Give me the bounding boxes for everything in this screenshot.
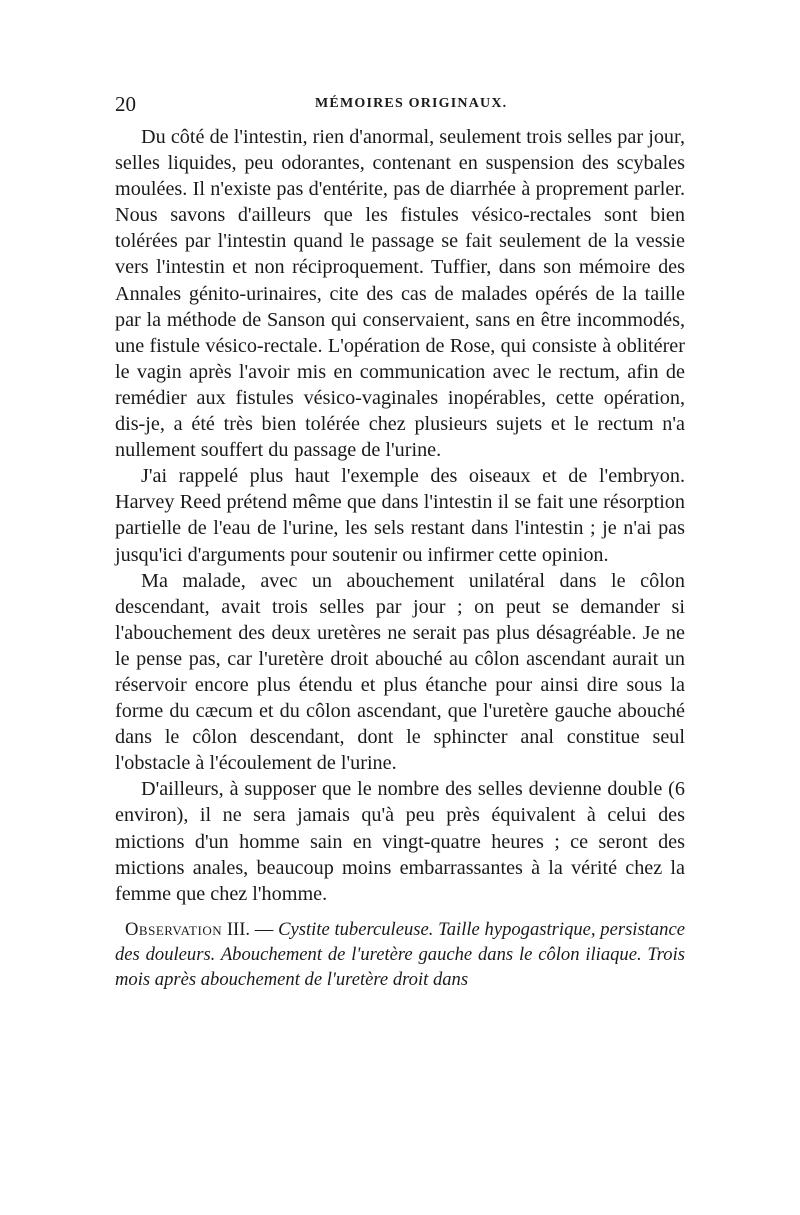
observation-dash: — <box>254 918 274 940</box>
paragraph: Du côté de l'intestin, rien d'anormal, seulement trois selles par jour, selles liquides, peu odorantes, contenant en suspension des scybales moulées. Il n'existe pas d'entérite, pas de diarrhée à proprement parler. Nous savons d'ailleurs que les fistules vésico-rectales sont bien tolérées par l'intestin quand le passage se fait seulement de la vessie vers l'intestin et non réciproquement. Tuffier, dans son mémoire des Annales génito-urinaires, cite des cas de malades opérés de la taille par la méthode de Sanson qui conservaient, sans en être incommodés, une fistule vésico-rectale. L'opération de Rose, qui consiste à oblitérer le vagin après l'avoir mis en communication avec le rectum, afin de remédier aux fistules vésico-vaginales inopérables, cette opération, dis-je, a été très bien tolérée chez plusieurs sujets et le rectum n'a nullement souffert du passage de l'urine. <box>115 126 685 462</box>
paragraph: Ma malade, avec un abouchement unilatéral dans le côlon descendant, avait trois selles par jour ; on peut se demander si l'abouchement des deux uretères ne serait pas plus désagréable. Je ne le pense pas, car l'uretère droit abouché au côlon ascendant aurait un réservoir encore plus étendu et plus étanche pour ainsi dire sous la forme du cæcum et du côlon ascendant, que l'uretère gauche abouché dans le côlon descendant, dont le sphincter anal constitue seul l'obstacle à l'écoulement de l'urine. <box>115 569 685 775</box>
observation-title: Cystite tuberculeuse. Taille hypogastrique, persistance des douleurs. Abouchement de l'uretère gauche dans le côlon iliaque. Trois mois après abouchement de l'uretère droit dans <box>115 918 685 990</box>
book-page <box>115 92 685 992</box>
observation-heading <box>115 917 685 992</box>
body-text <box>115 124 685 907</box>
observation-label: Observation <box>125 918 223 940</box>
page-header <box>115 92 685 114</box>
observation-number: III. <box>226 918 251 940</box>
running-head: MÉMOIRES ORIGINAUX. <box>315 96 508 111</box>
page-number: 20 <box>115 92 136 116</box>
paragraph: J'ai rappelé plus haut l'exemple des oiseaux et de l'embryon. Harvey Reed prétend même que dans l'intestin il se fait une résorption partielle de l'eau de l'urine, les sels restant dans l'intestin ; je n'ai pas jusqu'ici d'arguments pour soutenir ou infirmer cette opinion. <box>115 465 685 566</box>
paragraph: D'ailleurs, à supposer que le nombre des selles devienne double (6 environ), il ne sera jamais qu'à peu près équivalent à celui des mictions d'un homme sain en vingt-quatre heures ; ce seront des mictions anales, beaucoup moins embarrassantes à la vérité chez la femme que chez l'homme. <box>115 778 685 905</box>
